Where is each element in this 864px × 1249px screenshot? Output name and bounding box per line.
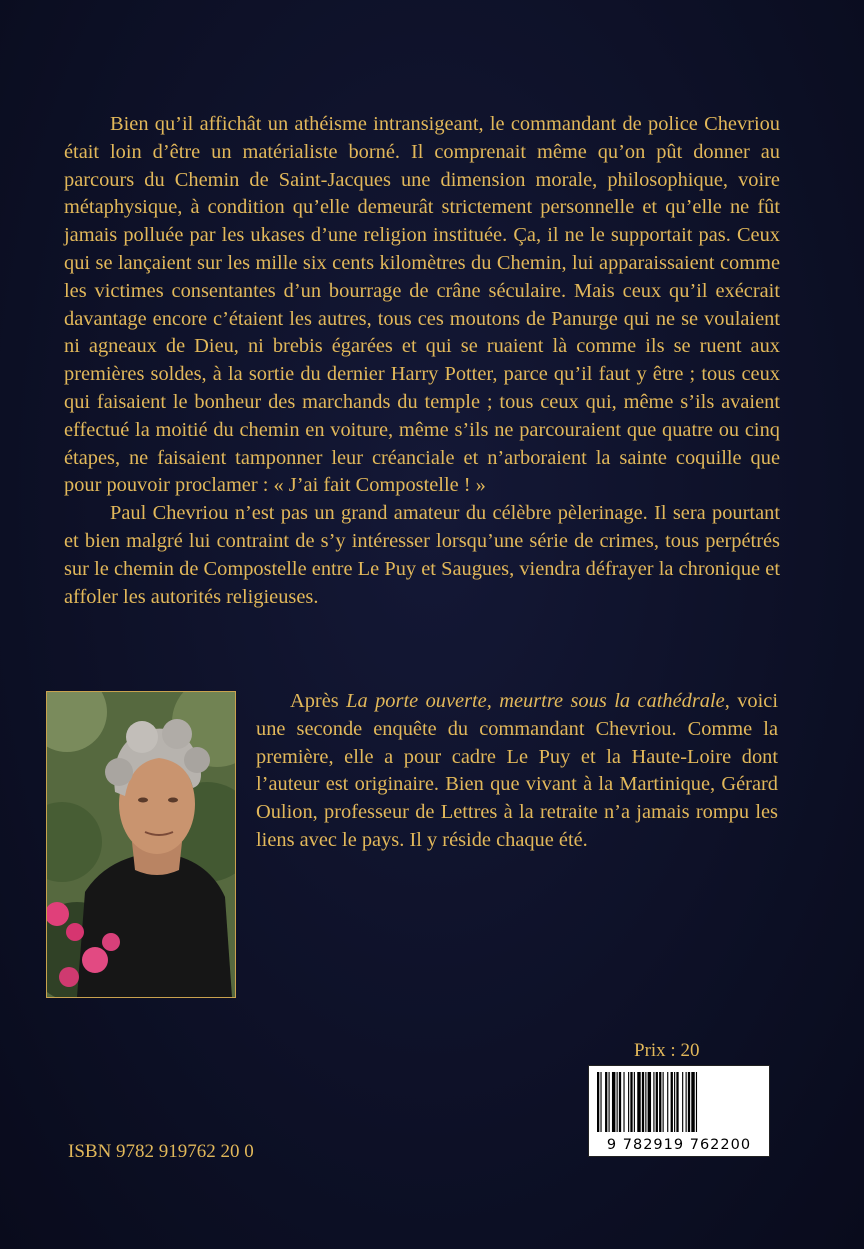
barcode-bar bbox=[663, 1072, 664, 1132]
barcode-bar bbox=[630, 1072, 632, 1132]
barcode-bar bbox=[628, 1072, 629, 1132]
barcode-bar bbox=[605, 1072, 607, 1132]
blurb-paragraph-2: Paul Chevriou n’est pas un grand amateur du célèbre pèlerinage. Il sera pourtant et bien malgré lui contraint de s’y intéresser lorsqu’une série de crimes, tous perpétrés sur le chemin de Compostelle entre Le Puy et Saugues, viendra défrayer la chronique et affoler les autorités religieuses. bbox=[64, 502, 780, 608]
barcode-bar bbox=[688, 1072, 690, 1132]
barcode-bar bbox=[634, 1072, 635, 1132]
barcode-bar bbox=[645, 1072, 646, 1132]
barcode-bar bbox=[609, 1072, 610, 1132]
barcode-bar bbox=[691, 1072, 694, 1132]
barcode-bar bbox=[667, 1072, 668, 1132]
barcode-bars bbox=[589, 1066, 769, 1134]
barcode-bar bbox=[671, 1072, 673, 1132]
barcode-bar bbox=[617, 1072, 618, 1132]
price: Prix : 20 bbox=[634, 1040, 700, 1061]
author-bio-paragraph bbox=[256, 688, 778, 855]
barcode-bar bbox=[612, 1072, 615, 1132]
author-portrait-illustration bbox=[47, 692, 235, 997]
bio-rest-text: , voici une seconde enquête du commandant Chevriou. Comme la première, elle a pour cadre Le Puy et la Haute-Loire dont l’auteur est originaire. Bien que vivant à la Martinique, Gérard Oulion, professeur de Lettres à la retraite n’a jamais rompu les liens avec le pays. Il y réside chaque été. bbox=[256, 690, 779, 851]
blurb-paragraph-1: Bien qu’il affichât un athéisme intransigeant, le commandant de police Chevriou était loin d’être un matérialiste borné. Il comprenait même qu’on pût donner au parcours du Chemin de Saint-Jacques une dimension morale, philosophique, voire métaphysique, à condition qu’elle demeurât strictement personnelle et qu’elle ne fût jamais polluée par les ukases d’une religion instituée. Ça, il ne le supportait pas. Ceux qui se lançaient sur les mille six cents kilomètres du Chemin, lui apparaissaient comme les victimes consentantes d’un bourrage de crâne séculaire. Mais ceux qu’il exécrait davantage encore c’étaient les autres, tous ces moutons de Panurge qui ne se voulaient ni agneaux de Dieu, ni brebis égarées et qui se ruaient là comme ils se ruent aux premières soldes, à la sortie du dernier Harry Potter, parce qu’il faut y être ; tous ceux qui faisaient le bonheur des marchands du temple ; tous ceux qui, même s’ils avaient effectué la moitié du chemin en voiture, même s’ils ne parcouraient que quatre ou cinq étapes, ne faisaient tamponner leur créanciale et n’arboraient la sainte coquille que pour pouvoir proclamer : « J’ai fait Compostelle ! » bbox=[64, 113, 780, 497]
barcode-bar bbox=[674, 1072, 675, 1132]
isbn: ISBN 9782 919762 20 0 bbox=[68, 1141, 254, 1162]
barcode-bar bbox=[696, 1072, 697, 1132]
barcode-bar bbox=[656, 1072, 658, 1132]
barcode bbox=[588, 1065, 770, 1157]
barcode-bar bbox=[600, 1072, 601, 1132]
bio-book-title: La porte ouverte, meurtre sous la cathédrale bbox=[346, 690, 725, 712]
barcode-bar bbox=[648, 1072, 651, 1132]
barcode-bar bbox=[597, 1072, 599, 1132]
barcode-bar bbox=[637, 1072, 640, 1132]
barcode-bar bbox=[623, 1072, 624, 1132]
author-bio bbox=[256, 688, 778, 855]
barcode-bar bbox=[619, 1072, 621, 1132]
blurb bbox=[64, 111, 780, 611]
author-photo bbox=[46, 691, 236, 998]
barcode-bar bbox=[659, 1072, 661, 1132]
barcode-bar bbox=[676, 1072, 678, 1132]
bio-lead-text: Après bbox=[290, 690, 347, 712]
barcode-bar bbox=[642, 1072, 644, 1132]
barcode-number: 9 782919 762200 bbox=[606, 1137, 752, 1153]
barcode-bar bbox=[686, 1072, 687, 1132]
barcode-bar bbox=[653, 1072, 654, 1132]
barcode-bar bbox=[682, 1072, 683, 1132]
